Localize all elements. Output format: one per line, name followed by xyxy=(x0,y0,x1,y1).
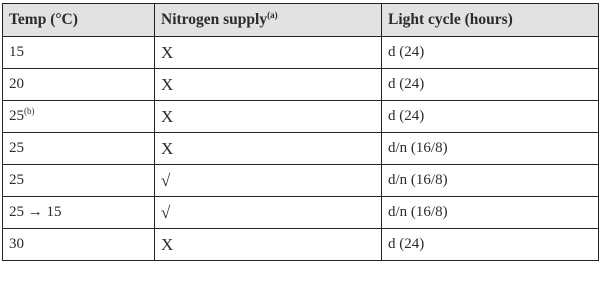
cell-nitrogen xyxy=(155,197,382,229)
nitrogen-mark: X xyxy=(161,234,174,254)
temp-value: 15 xyxy=(9,44,24,60)
cell-nitrogen xyxy=(155,37,382,69)
cell-temp xyxy=(3,229,155,261)
temp-value: 20 xyxy=(9,76,24,92)
cell-temp xyxy=(3,133,155,165)
table-row xyxy=(3,197,599,229)
nitrogen-mark: X xyxy=(161,106,174,126)
cell-temp xyxy=(3,165,155,197)
temp-value: 25 → 15 xyxy=(9,204,62,220)
nitrogen-mark: X xyxy=(161,74,174,94)
cell-temp xyxy=(3,197,155,229)
table-body xyxy=(3,37,599,261)
table-row xyxy=(3,101,599,133)
cell-nitrogen xyxy=(155,165,382,197)
header-nitrogen-note: (a) xyxy=(267,10,278,21)
cell-temp xyxy=(3,101,155,133)
header-light-label: Light cycle (hours) xyxy=(388,11,513,29)
cell-temp xyxy=(3,37,155,69)
header-temp-label: Temp (°C) xyxy=(9,11,78,29)
header-nitrogen-label: Nitrogen supply xyxy=(161,11,268,29)
conditions-table xyxy=(2,3,599,261)
header-nitrogen-supply xyxy=(155,4,382,37)
table-header xyxy=(3,4,599,37)
cell-nitrogen xyxy=(155,69,382,101)
table-row xyxy=(3,133,599,165)
cell-light: d (24) xyxy=(382,229,599,261)
table-row xyxy=(3,229,599,261)
temp-value: 25 xyxy=(9,172,24,188)
cell-nitrogen xyxy=(155,101,382,133)
temp-value: 25 xyxy=(9,140,24,156)
nitrogen-mark: X xyxy=(161,138,174,158)
table-row xyxy=(3,69,599,101)
temp-note: (b) xyxy=(24,106,35,116)
cell-temp xyxy=(3,69,155,101)
nitrogen-mark: √ xyxy=(161,170,171,190)
nitrogen-mark: √ xyxy=(161,202,171,222)
cell-light: d/n (16/8) xyxy=(382,165,599,197)
table-row xyxy=(3,165,599,197)
header-temp xyxy=(3,4,155,37)
temp-value: 25 xyxy=(9,108,24,124)
cell-light: d (24) xyxy=(382,101,599,133)
cell-nitrogen xyxy=(155,133,382,165)
header-row xyxy=(3,4,599,37)
cell-light: d/n (16/8) xyxy=(382,133,599,165)
cell-light: d/n (16/8) xyxy=(382,197,599,229)
cell-light: d (24) xyxy=(382,69,599,101)
cell-light: d (24) xyxy=(382,37,599,69)
data-table-container xyxy=(2,3,598,261)
cell-nitrogen xyxy=(155,229,382,261)
nitrogen-mark: X xyxy=(161,42,174,62)
table-row xyxy=(3,37,599,69)
temp-value: 30 xyxy=(9,236,24,252)
header-light-cycle xyxy=(382,4,599,37)
